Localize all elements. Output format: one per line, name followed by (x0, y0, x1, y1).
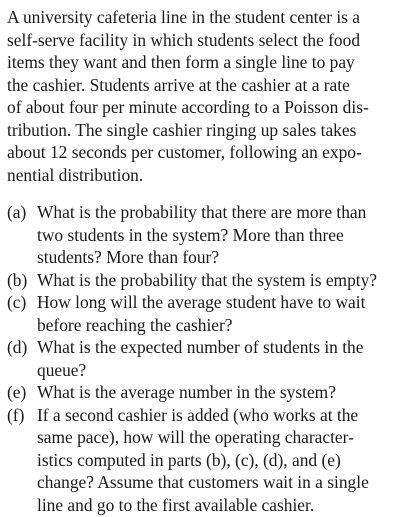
question-c (7, 291, 405, 336)
statement-line: nential distribution. (7, 164, 144, 185)
question-e (7, 381, 405, 404)
question-line: istics computed in parts (b), (c), (d), and (e) (37, 449, 341, 470)
question-label: (f) (7, 404, 25, 425)
question-label: (e) (7, 382, 27, 402)
statement-line: the cashier. Students arrive at the cashier at a rate (7, 74, 350, 95)
question-label: (c) (7, 292, 27, 312)
question-label: (b) (7, 269, 28, 290)
question-text (37, 291, 405, 336)
statement-line: A university cafeteria line in the student center is a (7, 7, 361, 27)
question-line: change? Assume that customers wait in a single (37, 472, 369, 492)
question-line: What is the expected number of students in the (37, 337, 364, 357)
question-a (7, 201, 405, 269)
statement-line: self-serve facility in which students select the food (7, 29, 361, 50)
question-label: (a) (7, 202, 27, 222)
statement-line: tribution. The single cashier ringing up sales takes (7, 119, 357, 140)
question-line: If a second cashier is added (who works at the (37, 404, 359, 425)
question-line: same pace), how will the operating character- (37, 427, 354, 447)
question-line: What is the probability that there are more than (37, 202, 367, 222)
question-d (7, 336, 405, 381)
question-text (37, 404, 405, 517)
question-text (37, 381, 405, 404)
statement-line: of about four per minute according to a Poisson dis- (7, 97, 369, 117)
question-f (7, 404, 405, 517)
problem-statement (7, 6, 405, 186)
question-list (7, 201, 405, 516)
question-text (37, 201, 405, 269)
question-line: What is the probability that the system is empty? (37, 269, 378, 290)
question-label: (d) (7, 337, 28, 357)
question-line: before reaching the cashier? (37, 314, 233, 335)
problem-page (7, 6, 405, 516)
question-line: two students in the system? More than three (37, 224, 344, 245)
statement-line: items they want and then form a single line to pay (7, 52, 355, 72)
question-text (37, 336, 405, 381)
statement-line: about 12 seconds per customer, following an expo- (7, 142, 362, 162)
question-line: line and go to the first available cashier. (37, 494, 315, 515)
question-b (7, 269, 405, 292)
question-line: students? More than four? (37, 247, 220, 267)
question-line: queue? (37, 359, 87, 380)
question-line: What is the average number in the system? (37, 382, 336, 402)
question-line: How long will the average student have to wait (37, 292, 366, 312)
question-text (37, 269, 405, 292)
